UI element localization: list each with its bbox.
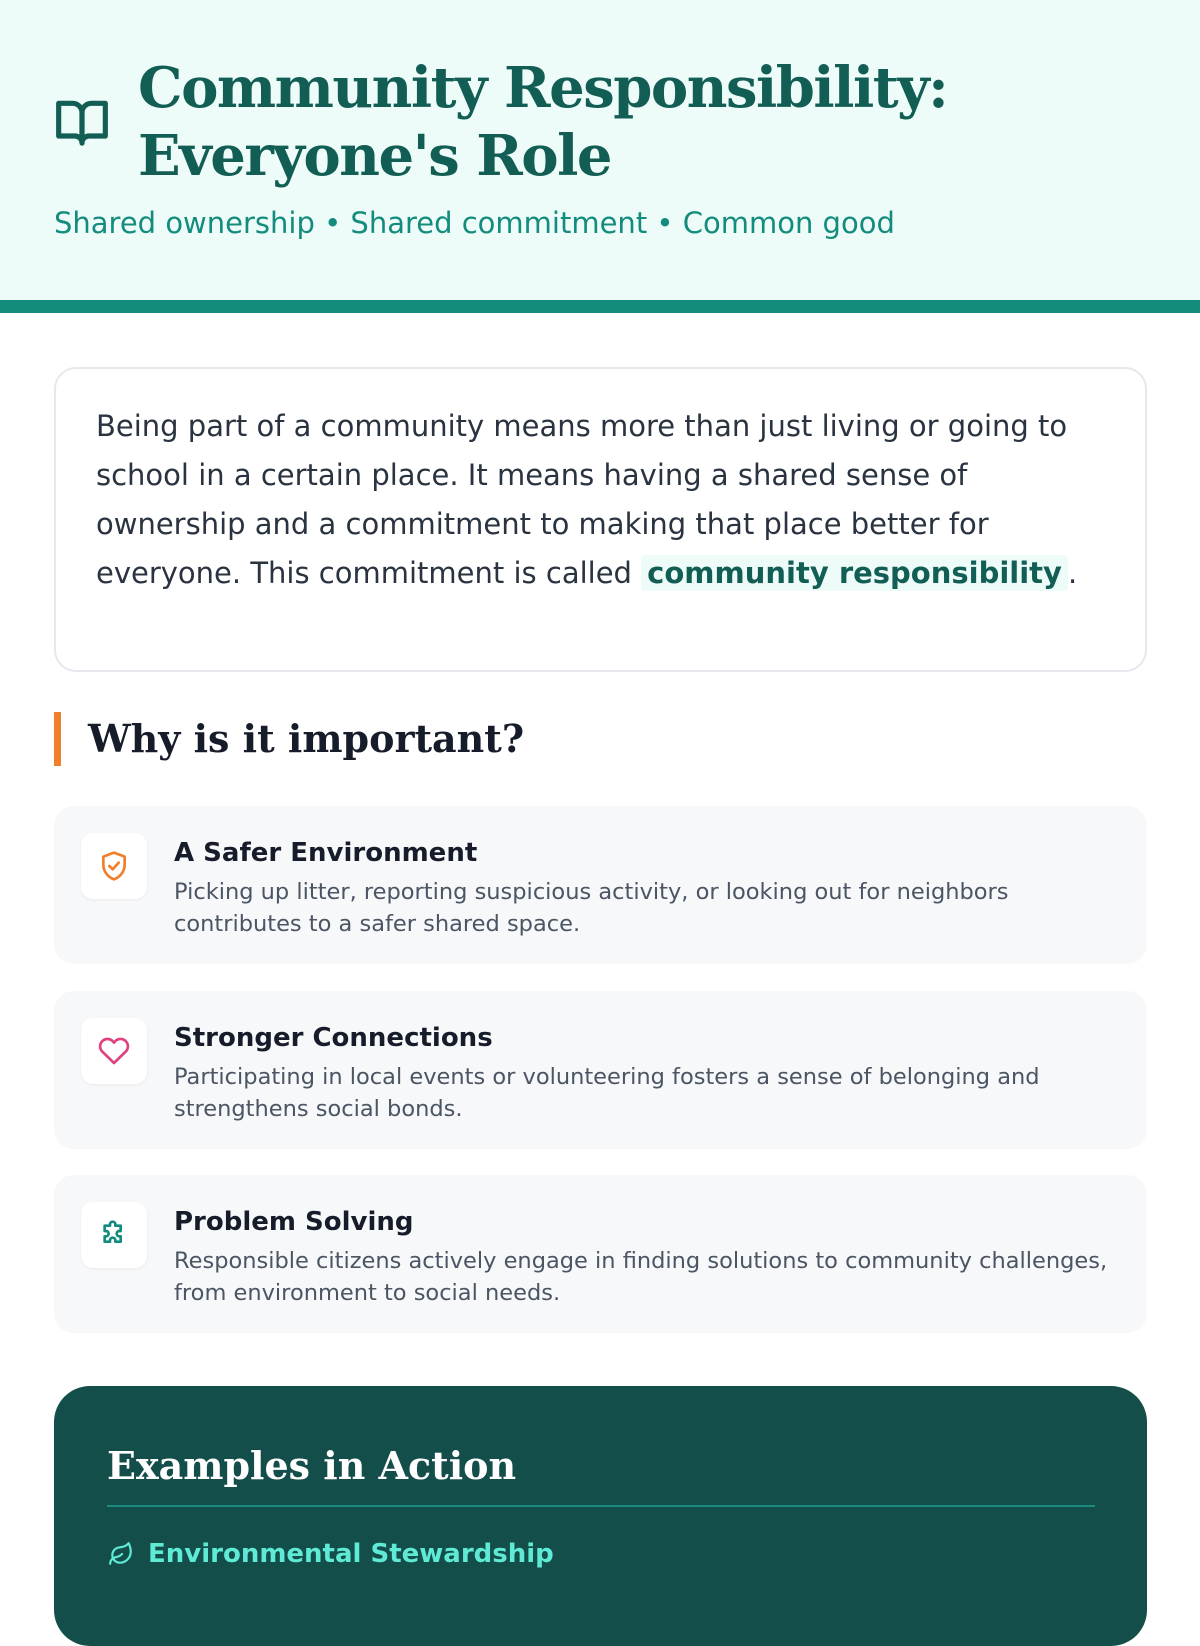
examples-panel	[54, 1386, 1147, 1646]
example-item-label: Environmental Stewardship	[148, 1539, 554, 1569]
page-header	[0, 0, 1200, 300]
header-divider	[0, 300, 1200, 313]
section-heading: Why is it important?	[88, 716, 525, 761]
intro-card	[54, 367, 1147, 672]
leaf-icon	[108, 1541, 134, 1567]
key-term-highlight: community responsibility	[641, 555, 1068, 591]
page-title: Community Responsibility: Everyone's Role	[138, 55, 948, 189]
reason-description: Responsible citizens actively engage in finding solutions to community challenges, from environment to social needs.	[174, 1248, 1108, 1306]
reason-icon-box	[81, 1018, 147, 1084]
page-subtitle: Shared ownership • Shared commitment • Common good	[54, 206, 895, 240]
reason-icon-box	[81, 1202, 147, 1268]
section-accent-bar	[54, 712, 61, 766]
puzzle-icon	[98, 1219, 130, 1251]
intro-text: Being part of a community means more than just living or going to school in a certain place. It means having a shared sense of ownership and a commitment to making that place better for everyone. This commitment is called	[96, 409, 1068, 590]
examples-heading: Examples in Action	[107, 1443, 517, 1488]
reason-card-safer-environment	[54, 806, 1147, 964]
reason-card-stronger-connections	[54, 991, 1147, 1149]
reason-title: A Safer Environment	[174, 838, 478, 868]
heart-icon	[98, 1035, 130, 1067]
shield-check-icon	[98, 850, 130, 882]
reason-title: Stronger Connections	[174, 1023, 493, 1053]
reason-card-problem-solving	[54, 1175, 1147, 1333]
open-book-icon	[54, 94, 110, 150]
intro-text-end: .	[1067, 556, 1078, 590]
reason-description: Picking up litter, reporting suspicious activity, or looking out for neighbors contributes to a safer shared space.	[174, 879, 1009, 937]
examples-divider	[107, 1505, 1095, 1507]
reason-title: Problem Solving	[174, 1207, 414, 1237]
reason-icon-box	[81, 833, 147, 899]
intro-paragraph	[96, 402, 1116, 598]
reason-description: Participating in local events or volunteering fosters a sense of belonging and strengthens social bonds.	[174, 1064, 1040, 1122]
